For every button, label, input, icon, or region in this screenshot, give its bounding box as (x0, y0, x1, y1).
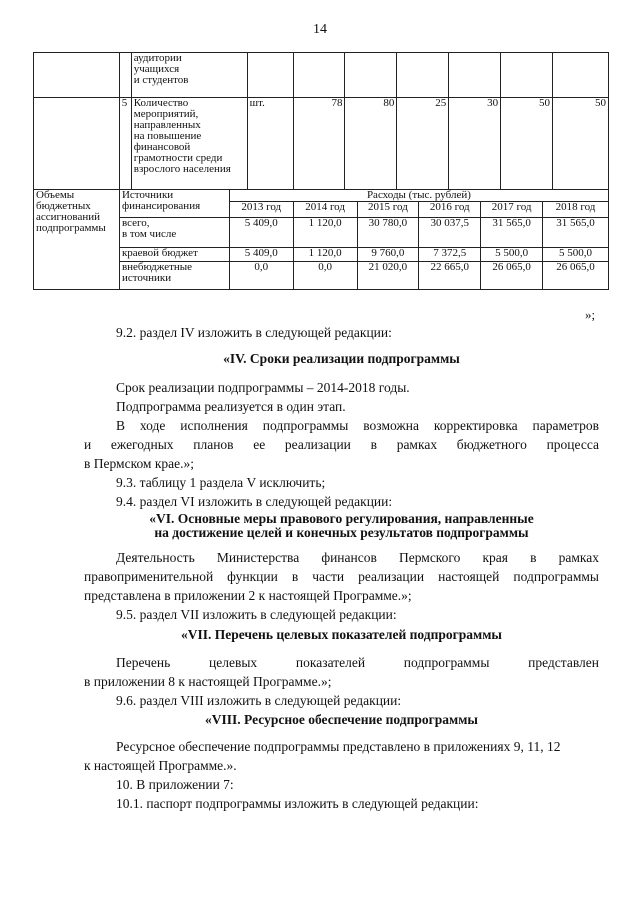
empty-cell (293, 53, 345, 98)
paragraph-list-line-2: в приложении 8 к настоящей Программе.»; (84, 674, 332, 689)
closing-quote: »; (585, 307, 596, 322)
year-header: 2014 год (293, 202, 357, 218)
source-name: внебюджетные источники (119, 262, 229, 290)
unit-cell: шт. (247, 98, 293, 190)
year-header: 2015 год (357, 202, 419, 218)
year-header: 2018 год (543, 202, 609, 218)
paragraph-term: Срок реализации подпрограммы – 2014-2018 годы. (116, 380, 410, 395)
paragraph-9-2: 9.2. раздел IV изложить в следующей редакции: (116, 325, 392, 340)
paragraph-stage: Подпрограмма реализуется в один этап. (116, 399, 346, 414)
amount-cell: 1 120,0 (293, 248, 357, 262)
value-cell: 25 (397, 98, 449, 190)
paragraph-adjust-line-2: и ежегодных планов ее реализации в рамках бюджетного процесса (84, 437, 599, 452)
amount-cell: 5 500,0 (481, 248, 543, 262)
paragraph-9-6: 9.6. раздел VIII изложить в следующей редакции: (116, 693, 402, 708)
paragraph-9-4: 9.4. раздел VI изложить в следующей редакции: (116, 494, 393, 509)
value-cell: 50 (501, 98, 553, 190)
amount-cell: 31 565,0 (543, 218, 609, 248)
amount-cell: 7 372,5 (419, 248, 481, 262)
value-cell: 50 (553, 98, 609, 190)
amount-cell: 9 760,0 (357, 248, 419, 262)
indicator-name-cell: аудитории учащихся и студентов (131, 53, 247, 98)
sources-header: Источники финансирования (119, 190, 229, 218)
value-cell: 30 (449, 98, 501, 190)
amount-cell: 30 780,0 (357, 218, 419, 248)
expenses-header: Расходы (тыс. рублей) (229, 190, 608, 202)
value-cell: 78 (293, 98, 345, 190)
budget-table (33, 189, 609, 290)
amount-cell: 26 065,0 (543, 262, 609, 290)
empty-cell (34, 53, 120, 98)
heading-section-4: «IV. Сроки реализации подпрограммы (223, 351, 460, 366)
paragraph-adjust-line-1: В ходе исполнения подпрограммы возможна корректировка параметров (116, 418, 599, 433)
indicators-table (33, 52, 609, 190)
empty-cell (34, 98, 120, 190)
amount-cell: 26 065,0 (481, 262, 543, 290)
row-number: 5 (119, 98, 131, 190)
indicator-name-cell: Количество мероприятий, направленных на повышение финансовой грамотности среди взрослого населения (131, 98, 247, 190)
paragraph-activity-line-3: представлена в приложении 2 к настоящей Программе.»; (84, 588, 412, 603)
empty-cell (119, 53, 131, 98)
source-name: краевой бюджет (119, 248, 229, 262)
value-cell: 80 (345, 98, 397, 190)
empty-cell (247, 53, 293, 98)
amount-cell: 21 020,0 (357, 262, 419, 290)
page-number: 14 (313, 22, 327, 37)
heading-section-6-line-1: «VI. Основные меры правового регулирования, направленные (149, 511, 534, 526)
amount-cell: 31 565,0 (481, 218, 543, 248)
empty-cell (501, 53, 553, 98)
paragraph-activity-line-1: Деятельность Министерства финансов Пермского края в рамках (116, 550, 599, 565)
amount-cell: 5 409,0 (229, 218, 293, 248)
year-header: 2016 год (419, 202, 481, 218)
paragraph-list-line-1: Перечень целевых показателей подпрограммы представлен (116, 655, 599, 670)
paragraph-9-3: 9.3. таблицу 1 раздела V исключить; (116, 475, 326, 490)
amount-cell: 0,0 (229, 262, 293, 290)
empty-cell (449, 53, 501, 98)
heading-section-6-line-2: на достижение целей и конечных результатов подпрограммы (154, 525, 529, 540)
amount-cell: 1 120,0 (293, 218, 357, 248)
amount-cell: 5 500,0 (543, 248, 609, 262)
amount-cell: 0,0 (293, 262, 357, 290)
budget-label: Объемы бюджетных ассигнований подпрограммы (34, 190, 120, 290)
amount-cell: 5 409,0 (229, 248, 293, 262)
paragraph-10-1: 10.1. паспорт подпрограммы изложить в следующей редакции: (116, 796, 479, 811)
paragraph-adjust-line-3: в Пермском крае.»; (84, 456, 195, 471)
year-header: 2013 год (229, 202, 293, 218)
empty-cell (553, 53, 609, 98)
year-header: 2017 год (481, 202, 543, 218)
paragraph-9-5: 9.5. раздел VII изложить в следующей редакции: (116, 607, 397, 622)
source-name: всего, в том числе (119, 218, 229, 248)
paragraph-10: 10. В приложении 7: (116, 777, 234, 792)
paragraph-resources-line-1: Ресурсное обеспечение подпрограммы представлено в приложениях 9, 11, 12 (116, 739, 561, 754)
heading-section-8: «VIII. Ресурсное обеспечение подпрограммы (205, 712, 478, 727)
empty-cell (397, 53, 449, 98)
empty-cell (345, 53, 397, 98)
heading-section-7: «VII. Перечень целевых показателей подпрограммы (181, 627, 502, 642)
paragraph-activity-line-2: правоприменительной функции в части реализации настоящей подпрограммы (84, 569, 599, 584)
paragraph-resources-line-2: к настоящей Программе.». (84, 758, 237, 773)
amount-cell: 30 037,5 (419, 218, 481, 248)
amount-cell: 22 665,0 (419, 262, 481, 290)
